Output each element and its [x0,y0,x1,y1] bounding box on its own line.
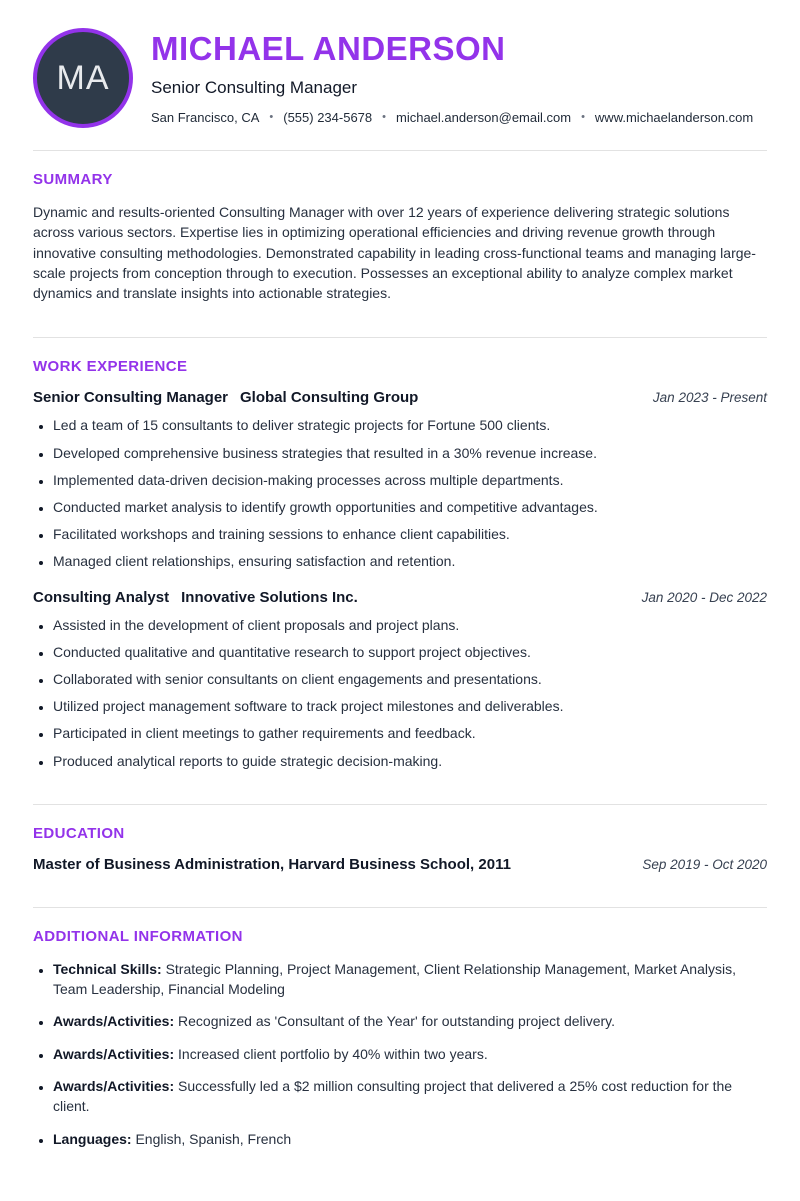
bullet-item: • Managed client relationships, ensuring satisfaction and retention. [53,552,767,570]
job-entry [33,389,767,570]
info-label: Languages: [53,1130,132,1147]
bullet-item: • Assisted in the development of client proposals and project plans. [53,616,767,634]
page-title: MICHAEL ANDERSON [151,30,506,68]
info-label: Awards/Activities: [53,1013,175,1030]
info-text: Recognized as 'Consultant of the Year' for outstanding project delivery. [178,1013,616,1030]
info-text: English, Spanish, French [135,1130,292,1147]
job-company: Innovative Solutions Inc. [181,588,358,606]
job-entry [33,589,767,770]
bullet-separator-icon: • [581,111,585,124]
contact-location: San Francisco, CA [151,109,260,125]
job-title: Consulting Analyst [33,588,170,606]
bullet-item: • Developed comprehensive business strategies that resulted in a 30% revenue increase. [53,444,767,462]
summary-heading: SUMMARY [33,171,113,188]
info-item [53,1044,767,1064]
job-title-group [33,589,358,606]
additional-information-heading: ADDITIONAL INFORMATION [33,927,243,945]
summary-text: Dynamic and results-oriented Consulting Manager with over 12 years of experience delivering strategic solutions across various sectors. Expertise lies in optimizing operational efficiencies and driving revenue growth through innovative consulting methodologies. Demonstrated capability in leading cross-functional teams and managing large-scale projects from conception through to execution. Possesses an exceptional ability to analyze complex market dynamics and translate insights into actionable strategies. [33,204,756,302]
info-item [53,1129,767,1149]
work-experience-heading: WORK EXPERIENCE [33,358,188,376]
bullet-item: • Facilitated workshops and training sessions to enhance client capabilities. [53,525,767,543]
bullet-item: • Conducted qualitative and quantitative research to support project objectives. [53,643,767,661]
info-label: Awards/Activities: [53,1045,175,1062]
section-additional-information [33,907,767,1149]
section-summary [33,150,767,303]
section-education [33,804,767,873]
contact-email: michael.anderson@email.com [396,109,572,125]
bullet-item: • Produced analytical reports to guide strategic decision-making. [53,752,767,770]
info-text: Strategic Planning, Project Management, Client Relationship Management, Market Analysis, Team Leadership, Financial Modeling [53,960,736,998]
bullet-item: • Utilized project management software to track project milestones and deliverables. [53,697,767,715]
contact-row [151,110,767,125]
education-row [33,856,767,873]
job-company: Global Consulting Group [240,389,419,407]
job-dates: Jan 2023 - Present [652,390,767,406]
avatar [33,28,133,128]
job-dates: Jan 2020 - Dec 2022 [641,589,767,605]
job-bullet-list [33,416,767,570]
job-title-group [33,389,418,406]
bullet-item: • Led a team of 15 consultants to deliver strategic projects for Fortune 500 clients. [53,416,767,434]
additional-info-list [33,959,767,1149]
job-title: Senior Consulting Manager [33,389,229,407]
info-item [53,1076,767,1117]
info-label: Awards/Activities: [53,1077,175,1094]
info-label: Technical Skills: [53,960,162,977]
job-title-subtitle: Senior Consulting Manager [151,77,358,97]
contact-phone: (555) 234-5678 [283,109,373,125]
bullet-item: • Implemented data-driven decision-making processes across multiple departments. [53,471,767,489]
job-bullet-list [33,616,767,770]
info-item [53,959,767,1000]
header-text [151,31,767,124]
section-work-experience [33,337,767,769]
info-text: Successfully led a $2 million consulting project that delivered a 25% cost reduction for the client. [53,1077,733,1115]
education-dates: Sep 2019 - Oct 2020 [642,856,767,872]
bullet-separator-icon: • [269,111,274,124]
job-header [33,589,767,606]
contact-website: www.michaelanderson.com [594,109,754,125]
info-text: Increased client portfolio by 40% within two years. [178,1045,488,1062]
info-item [53,1011,767,1031]
header [33,28,767,150]
job-header [33,389,767,406]
bullet-item: • Collaborated with senior consultants on client engagements and presentations. [53,670,767,688]
education-heading: EDUCATION [33,824,125,842]
bullet-item: • Participated in client meetings to gather requirements and feedback. [53,724,767,742]
education-degree: Master of Business Administration, Harvard Business School, 2011 [33,855,511,873]
avatar-initials: MA [56,58,110,97]
bullet-separator-icon: • [382,111,386,124]
bullet-item: • Conducted market analysis to identify growth opportunities and competitive advantages. [53,498,767,516]
